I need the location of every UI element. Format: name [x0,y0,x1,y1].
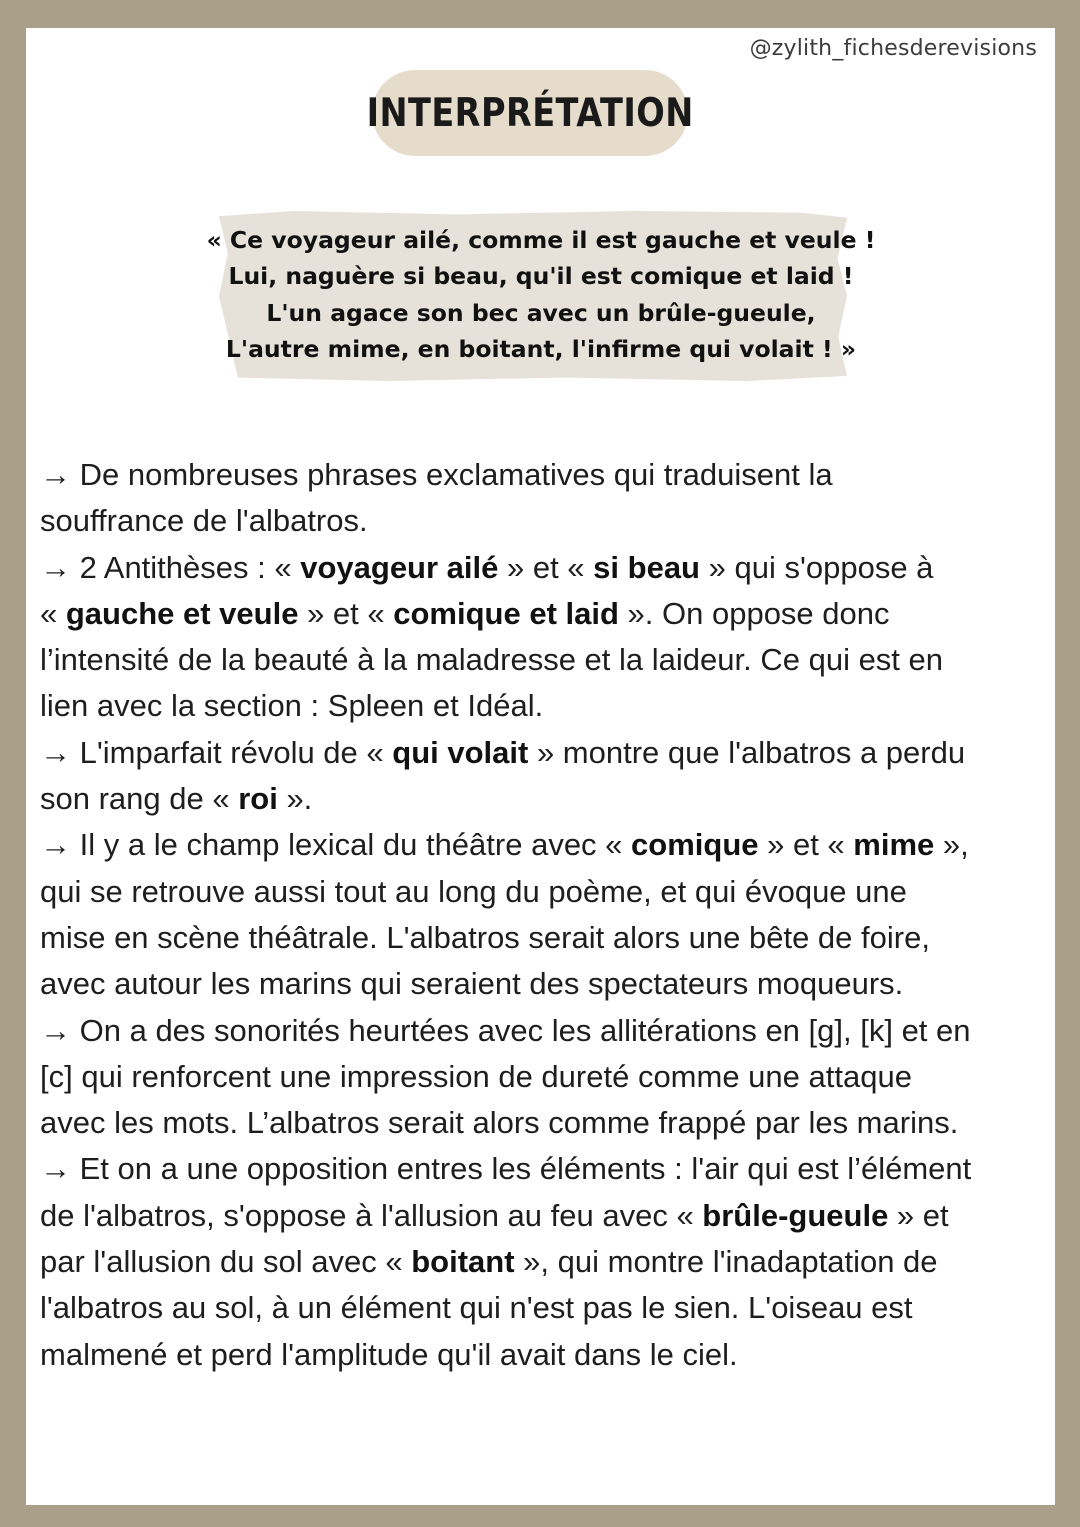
keyword: qui volait [392,734,529,770]
keyword: gauche et veule [65,595,299,631]
text-line: qui se retrouve aussi tout au long du poème, et qui évoque une [40,873,907,909]
arrow-icon: → [40,457,71,492]
keyword: comique et laid [393,595,619,631]
text-line: [c] qui renforcent une impression de dureté comme une attaque [40,1058,912,1094]
text-line: de l'albatros, s'oppose à l'allusion au feu avec « brûle-gueule » et [40,1197,949,1233]
text-line: l'albatros au sol, à un élément qui n'est pas le sien. L'oiseau est [40,1290,913,1326]
text-line: avec les mots. L’albatros serait alors comme frappé par les marins. [40,1105,959,1141]
poem-quote [86,222,996,367]
text-line: → De nombreuses phrases exclamatives qui traduisent la [40,457,833,492]
keyword: mime [853,827,935,863]
keyword: roi [238,781,278,817]
page-title: INTERPRÉTATION [366,90,694,136]
quote-line: « Ce voyageur ailé, comme il est gauche et veule ! [206,226,876,254]
text-line: souffrance de l'albatros. [40,503,368,539]
keyword: brûle-gueule [702,1197,889,1233]
author-handle: @zylith_fichesderevisions [749,36,1037,61]
keyword: voyageur ailé [300,549,499,585]
arrow-icon: → [40,549,71,585]
text-line: mise en scène théâtrale. L'albatros serait alors une bête de foire, [40,919,930,955]
page-sheet [26,28,1055,1505]
arrow-icon: → [40,1151,71,1187]
text-line: → Et on a une opposition entres les éléments : l'air qui est l’élément [40,1151,972,1187]
arrow-icon: → [40,734,71,770]
text-line: → On a des sonorités heurtées avec les allitérations en [g], [k] et en [40,1012,971,1048]
text-line: → Il y a le champ lexical du théâtre avec « comique » et « mime », [40,827,969,863]
text-line: « gauche et veule » et « comique et laid ». On oppose donc [40,595,890,631]
quote-line: L'un agace son bec avec un brûle-gueule, [266,298,816,327]
arrow-icon: → [40,1012,71,1048]
text-line: avec autour les marins qui seraient des spectateurs moqueurs. [40,966,904,1002]
text-line: → 2 Antithèses : « voyageur ailé » et « si beau » qui s'oppose à [40,549,934,585]
title-badge [366,70,694,156]
quote-line: L'autre mime, en boitant, l'infirme qui volait ! » [225,334,857,363]
text-line: l’intensité de la beauté à la maladresse et la laideur. Ce qui est en [40,642,944,678]
arrow-icon: → [40,827,71,863]
keyword: comique [631,827,759,863]
text-line: lien avec la section : Spleen et Idéal. [40,688,544,724]
quote-line: Lui, naguère si beau, qu'il est comique et laid ! [228,262,854,291]
text-line: son rang de « roi ». [40,781,313,817]
text-line: malmené et perd l'amplitude qu'il avait dans le ciel. [40,1336,738,1372]
text-line: → L'imparfait révolu de « qui volait » montre que l'albatros a perdu [40,734,966,770]
keyword: si beau [593,549,700,585]
analysis-text [40,452,1050,1378]
keyword: boitant [411,1244,515,1280]
text-line: par l'allusion du sol avec « boitant », qui montre l'inadaptation de [40,1244,938,1280]
